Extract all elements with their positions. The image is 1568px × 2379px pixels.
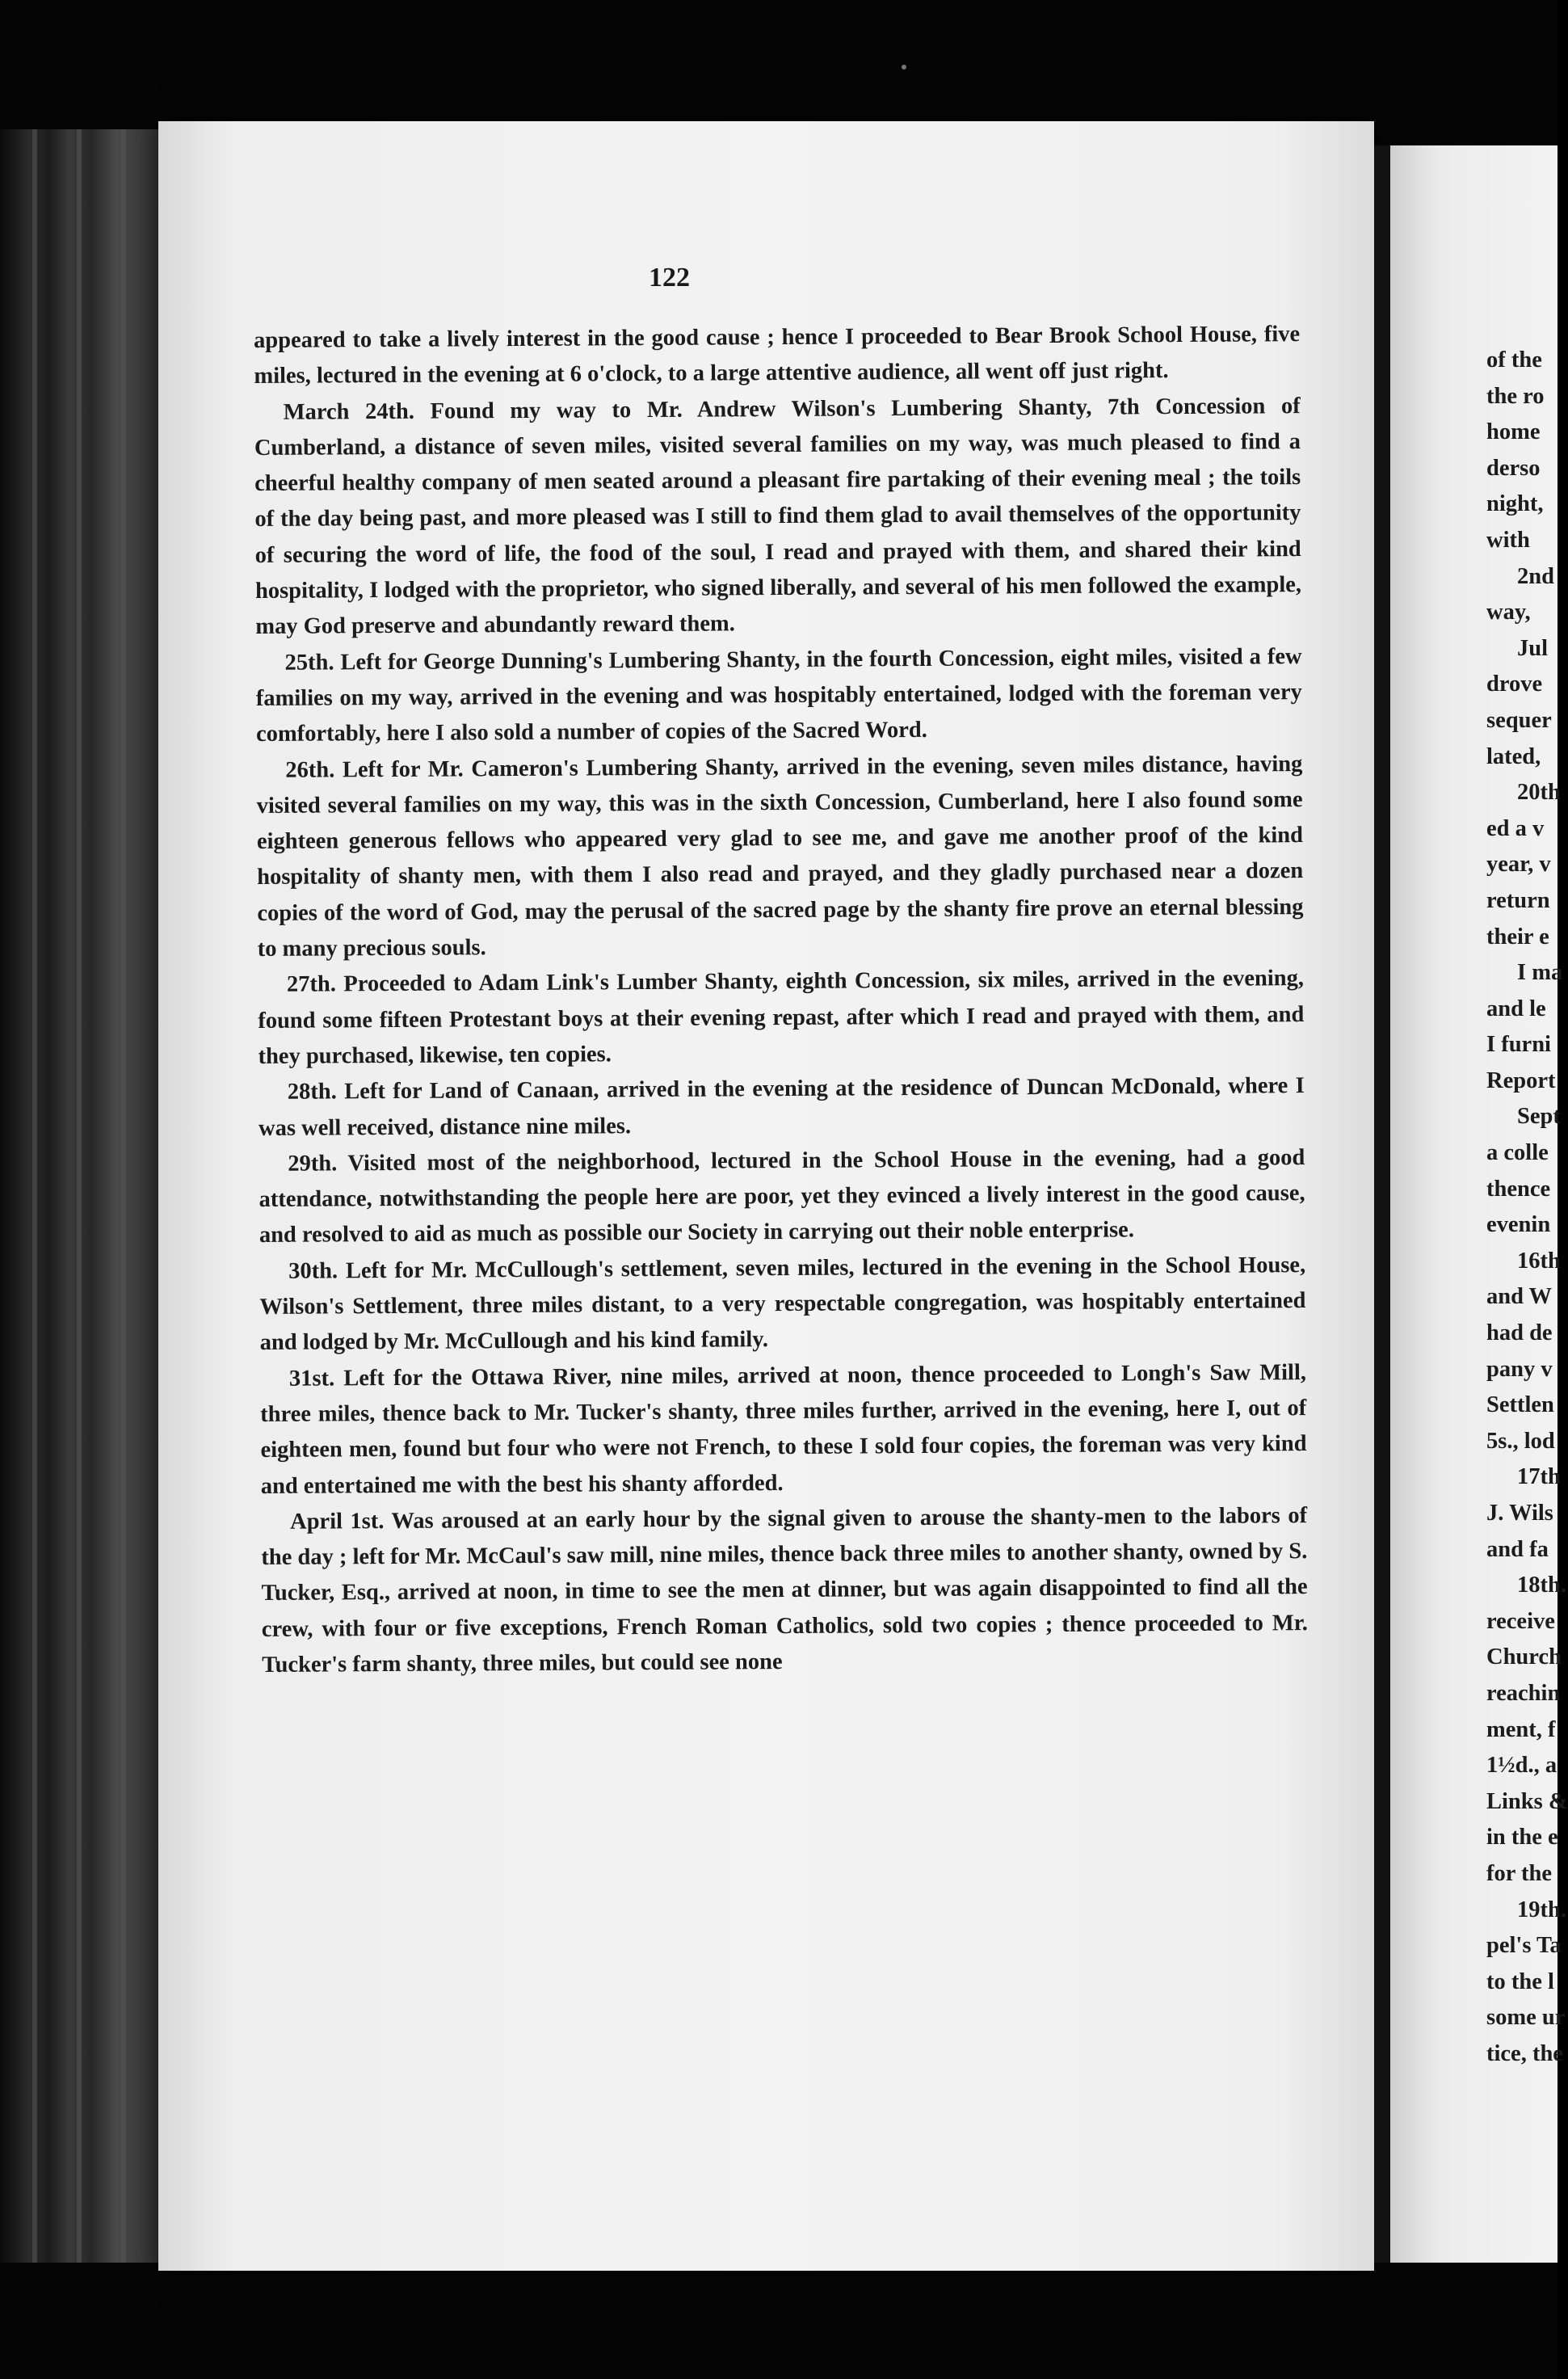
paragraph-26th: 26th. Left for Mr. Cameron's Lumbering Shanty, arrived in the evening, seven miles distance, having visited several families on my way, this was in the sixth Concession, Cumberland, here I also found some eighteen generous fellows who appeared very glad to see me, and gave me another proof of the kind hospitality of shanty men, with them I also read and prayed, and they gladly purchased near a dozen copies of the word of God, may the perusal of the sacred page by the shanty fire prove an eternal blessing to many precious souls.: [256, 751, 1304, 962]
binding-stripe: [121, 129, 126, 2263]
paragraph-april-1st: April 1st. Was aroused at an early hour by the signal given to arouse the shanty-men to the labors of the day ; left for Mr. McCaul's saw mill, nine miles, thence back three miles to another shanty, owned by S. Tucker, Esq., arrived at noon, in time to see the men at dinner, but was again disappointed to find all the crew, with four or five exceptions, French Roman Catholics, sold two copies ; thence proceeded to Mr. Tucker's farm shanty, three miles, but could see none: [261, 1502, 1308, 1678]
facing-page-line: 18th.: [1517, 1573, 1566, 1598]
facing-page-line: night,: [1486, 491, 1544, 517]
paragraph-25th: 25th. Left for George Dunning's Lumbering Shanty, in the fourth Concession, eight miles, visited a few families on my way, arrived in the evening and was hospitably entertained, lodged with the foreman very comfortably, here I also sold a number of copies of the Sacred Word.: [255, 643, 1302, 747]
facing-page-line: derso: [1486, 455, 1541, 481]
scan-speck: [902, 65, 906, 69]
facing-page-line: pel's Ta: [1486, 1933, 1562, 1959]
paragraph-march-24: March 24th. Found my way to Mr. Andrew Wilson's Lumbering Shanty, 7th Concession of Cumberland, a distance of seven miles, visited several families on my way, was much pleased to find a cheerful healthy company of men seated around a pleasant fire partaking of their evening meal ; the toils of the day being past, and more pleased was I still to find them glad to avail themselves of the opportunity of securing the word of life, the food of the soul, I read and prayed with them, and shared their kind hospitality, I lodged with the proprietor, who signed liberally, and several of his men followed the example, may God preserve and abundantly reward them.: [254, 393, 1302, 640]
facing-page-line: lated,: [1486, 743, 1541, 769]
paragraph-30th: 30th. Left for Mr. McCullough's settlement, seven miles, lectured in the evening in the School House, Wilson's Settlement, three miles distant, to a very respectable congregation, was hospitably entertained and lodged by Mr. McCullough and his kind family.: [259, 1252, 1306, 1356]
facing-page-line: ed a v: [1486, 815, 1545, 841]
facing-page-line: tice, the: [1486, 2040, 1563, 2066]
facing-page-line: 19th.: [1517, 1897, 1566, 1922]
facing-page-line: Settlen: [1486, 1392, 1554, 1418]
facing-page-line: return: [1486, 887, 1550, 913]
facing-page-line: and le: [1486, 996, 1546, 1021]
facing-page-line: way,: [1486, 600, 1531, 625]
facing-page-line: Sept: [1517, 1104, 1561, 1130]
facing-page-line: sequer: [1486, 707, 1552, 733]
page-body-text: [254, 317, 1308, 1683]
facing-page-line: and fa: [1486, 1536, 1549, 1562]
paragraph-29th: 29th. Visited most of the neighborhood, lectured in the School House in the evening, had a good attendance, notwithstanding the people here are poor, yet they evinced a lively interest in the good cause, and resolved to aid as much as possible our Society in carrying out their noble enterprise.: [259, 1144, 1305, 1248]
page-number: 122: [649, 263, 690, 293]
facing-page-line: had de: [1486, 1320, 1553, 1346]
facing-page-line: 17th: [1517, 1464, 1561, 1490]
facing-page-line: receive: [1486, 1608, 1555, 1634]
facing-page-line: a colle: [1486, 1140, 1549, 1166]
page-gutter: [1374, 145, 1390, 2263]
facing-page-line: Links &: [1486, 1788, 1568, 1814]
paragraph-28th: 28th. Left for Land of Canaan, arrived in the evening at the residence of Duncan McDonald, where I was well received, distance nine miles.: [258, 1073, 1305, 1141]
facing-page-line: Jul: [1517, 635, 1549, 661]
paragraph-31st: 31st. Left for the Ottawa River, nine miles, arrived at noon, thence proceeded to Longh's Saw Mill, three miles, thence back to Mr. Tucker's shanty, three miles further, arrived in the evening, here I, out of eighteen men, found but four who were not French, to these I sold four copies, the foreman was very kind and entertained me with the best his shanty afforded.: [260, 1359, 1307, 1499]
binding-stripe: [32, 129, 37, 2263]
facing-page-line: Church: [1486, 1644, 1562, 1670]
facing-page-line: ment, f: [1486, 1716, 1556, 1742]
facing-page-line: reachin: [1486, 1680, 1561, 1706]
facing-page-line: year, v: [1486, 852, 1551, 878]
facing-page-line: to the l: [1486, 1968, 1554, 1994]
facing-page-line: 5s., lod: [1486, 1428, 1555, 1454]
facing-page-line: I ma: [1517, 960, 1563, 986]
paragraph-27th: 27th. Proceeded to Adam Link's Lumber Shanty, eighth Concession, six miles, arrived in the evening, found some fifteen Protestant boys at their evening repast, after which I read and prayed with them, and they purchased, likewise, ten copies.: [258, 966, 1305, 1069]
facing-page-line: for the: [1486, 1860, 1552, 1886]
facing-page-line: the ro: [1486, 383, 1545, 409]
paragraph-continuation: appeared to take a lively interest in the good cause ; hence I proceeded to Bear Brook School House, five miles, lectured in the evening at 6 o'clock, to a large attentive audience, all went off just right.: [254, 322, 1301, 389]
facing-page-line: and W: [1486, 1284, 1553, 1310]
facing-page-text-fragments: [1486, 343, 1568, 2073]
facing-page-line: evenin: [1486, 1212, 1551, 1238]
facing-page-line: 20th: [1517, 780, 1561, 806]
facing-page-line: 1½d., a: [1486, 1753, 1557, 1779]
facing-page-line: in the e: [1486, 1825, 1558, 1851]
facing-page-line: drove: [1486, 672, 1543, 697]
facing-page-line: home: [1486, 419, 1541, 445]
binding-stripe: [77, 129, 82, 2263]
facing-page-line: pany v: [1486, 1356, 1553, 1382]
facing-page-line: their e: [1486, 924, 1549, 949]
facing-page-line: some ur: [1486, 2005, 1566, 2031]
facing-page-line: Report: [1486, 1067, 1556, 1093]
book-binding-edge: [0, 129, 166, 2263]
book-page-left: [158, 121, 1374, 2271]
facing-page-line: 16th: [1517, 1248, 1561, 1274]
facing-page-line: with: [1486, 527, 1530, 553]
facing-page-line: I furni: [1486, 1032, 1551, 1058]
facing-page-line: thence: [1486, 1176, 1551, 1202]
facing-page-line: J. Wils: [1486, 1501, 1553, 1526]
facing-page-line: 2nd: [1517, 563, 1554, 589]
facing-page-line: of the: [1486, 347, 1542, 373]
